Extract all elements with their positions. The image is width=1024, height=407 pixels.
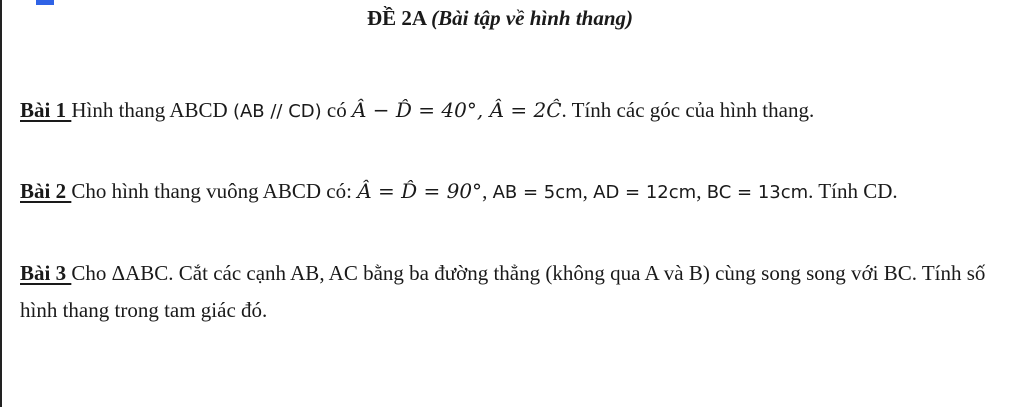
problem-2-ab: AB = 5cm [492, 182, 583, 203]
problem-3-text: Cho ΔABC. Cắt các cạnh AB, AC bằng ba đường thẳng (không qua A và B) cùng song song với BC. Tính số hình thang trong tam giác đó. [20, 261, 986, 322]
title-code: ĐỀ 2A [366, 6, 426, 30]
problem-1-label: Bài 1 [20, 98, 72, 122]
problem-1-text-c: . Tính các góc của hình thang. [561, 98, 815, 122]
left-page-border [0, 0, 2, 407]
problem-2-sep-2: , [582, 179, 594, 203]
problem-2-label: Bài 2 [20, 179, 72, 203]
blue-marker [36, 0, 54, 5]
problem-2-bc: BC = 13cm [706, 182, 809, 203]
problem-1-parallel: (AB // CD) [232, 101, 322, 122]
title-subtitle: (Bài tập về hình thang) [431, 6, 634, 30]
problem-2-text-a: Cho hình thang vuông ABCD có: [71, 179, 358, 203]
problem-2-text-b: . Tính CD. [808, 179, 898, 203]
problem-3-label: Bài 3 [20, 261, 72, 285]
problem-1 [20, 92, 990, 130]
page-title [0, 6, 1000, 31]
problem-1-formula: Â − D̂ = 40°, Â = 2Ĉ [351, 98, 562, 122]
problem-2-formula: Â = D̂ = 90° [357, 179, 483, 203]
problem-2-ad: AD = 12cm [593, 182, 697, 203]
problem-2-sep-1: , [482, 179, 493, 203]
problem-1-text-b: có [321, 98, 352, 122]
problem-2-sep-3: , [696, 179, 707, 203]
problem-2 [20, 173, 990, 211]
problem-3 [20, 255, 990, 329]
problem-1-text-a: Hình thang ABCD [71, 98, 233, 122]
